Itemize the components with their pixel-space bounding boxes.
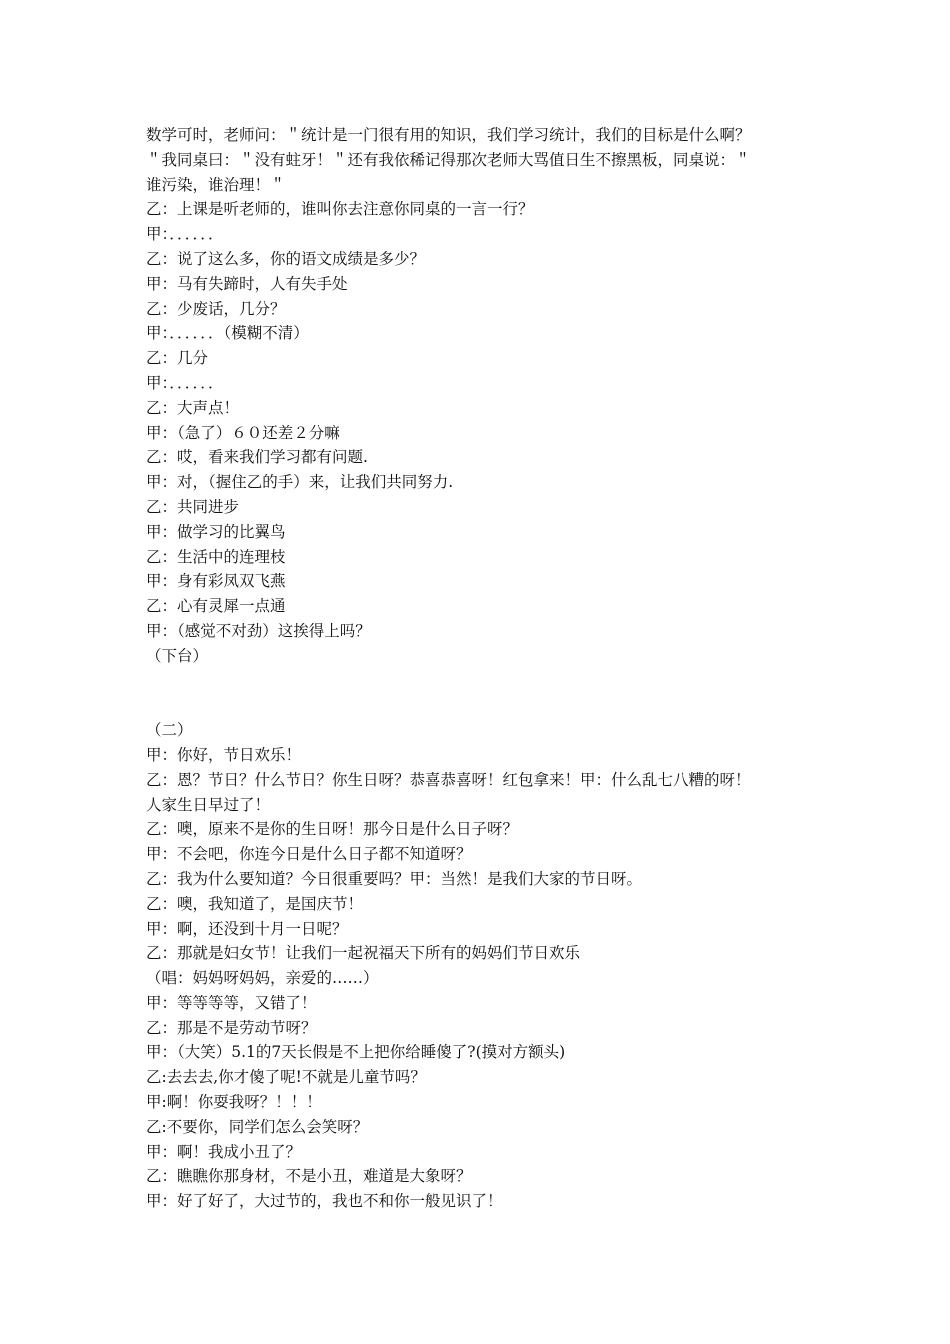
dialogue-line: 乙：噢，原来不是你的生日呀！那今日是什么日子呀？ (146, 820, 519, 839)
dialogue-line: 甲：啊，还没到十月一日呢？ (146, 919, 348, 938)
text-line: 谁污染，谁治理！＂ (146, 175, 286, 194)
dialogue-line: 乙：我为什么要知道？今日很重要吗？甲：当然！是我们大家的节日呀。 (146, 869, 643, 888)
dialogue-line: 乙：那是不是劳动节呀？ (146, 1018, 317, 1037)
dialogue-line: 乙：说了这么多，你的语文成绩是多少？ (146, 249, 426, 268)
dialogue-line: 乙：生活中的连理枝 (146, 547, 286, 566)
dialogue-line: 甲：．．．．．． (146, 373, 224, 392)
text-line: 数学可时，老师问：＂统计是一门很有用的知识，我们学习统计，我们的目标是什么啊？ (146, 126, 751, 144)
dialogue-line: 乙:不要你，同学们怎么会笑呀？ (146, 1117, 369, 1136)
dialogue-line: 甲：身有彩凤双飞燕 (146, 572, 286, 591)
dialogue-line: 乙：瞧瞧你那身材，不是小丑，难道是大象呀？ (146, 1167, 472, 1186)
dialogue-line: 乙：噢，我知道了，是国庆节！ (146, 894, 364, 913)
dialogue-line: 甲：啊！我成小丑了？ (146, 1142, 302, 1161)
section-gap (146, 669, 818, 719)
dialogue-line: 甲：对，（握住乙的手）来，让我们共同努力. (146, 473, 454, 492)
dialogue-line: 甲：（大笑）5.1的7天长假是不上把你给睡傻了?(摸对方额头) (146, 1043, 566, 1062)
dialogue-line: 人家生日早过了！ (146, 795, 271, 814)
dialogue-line: 乙：心有灵犀一点通 (146, 597, 286, 616)
dialogue-line: 甲:啊！你耍我呀？！！！ (146, 1093, 322, 1112)
dialogue-line: 乙：大声点！ (146, 398, 240, 417)
dialogue-line: 乙：上课是听老师的，谁叫你去注意你同桌的一言一行？ (146, 200, 534, 219)
stage-direction: （下台） (146, 646, 209, 665)
document-body (146, 123, 818, 1214)
dialogue-line: 甲：马有失蹄时，人有失手处 (146, 274, 348, 293)
dialogue-line: 乙：哎，看来我们学习都有问题. (146, 448, 368, 467)
dialogue-line: 甲：不会吧，你连今日是什么日子都不知道呀？ (146, 845, 472, 864)
dialogue-line: 乙：少废话，几分？ (146, 299, 286, 318)
dialogue-line: （唱：妈妈呀妈妈，亲爱的……） (146, 969, 379, 988)
dialogue-line: 甲：（急了）６０还差２分嘛 (146, 423, 340, 442)
dialogue-line: 甲：做学习的比翼鸟 (146, 522, 286, 541)
text-line: ＂我同桌曰：＂没有蛀牙！＂还有我依稀记得那次老师大骂值日生不擦黑板，同桌说：＂ (146, 150, 751, 169)
dialogue-line: 甲：（感觉不对劲）这挨得上吗？ (146, 621, 371, 640)
dialogue-line: 甲：等等等等，又错了！ (146, 993, 317, 1012)
dialogue-line: 甲：你好，节日欢乐！ (146, 745, 302, 764)
dialogue-line: 甲：．．．．．． (146, 225, 224, 244)
dialogue-line: 乙:去去去,你才傻了呢!不就是儿童节吗？ (146, 1068, 426, 1087)
dialogue-line: 乙：几分 (146, 349, 209, 368)
dialogue-line: 乙：那就是妇女节！让我们一起祝福天下所有的妈妈们节日欢乐 (146, 944, 581, 963)
dialogue-line: 甲：好了好了，大过节的，我也不和你一般见识了！ (146, 1192, 503, 1211)
dialogue-line: 乙：恩？节日？什么节日？你生日呀？恭喜恭喜呀！红包拿来！甲：什么乱七八糟的呀！ (146, 770, 751, 789)
section-heading: （二） (146, 721, 193, 740)
dialogue-line: 甲：．．．．．．（模糊不清） (146, 324, 309, 343)
dialogue-line: 乙：共同进步 (146, 497, 240, 516)
